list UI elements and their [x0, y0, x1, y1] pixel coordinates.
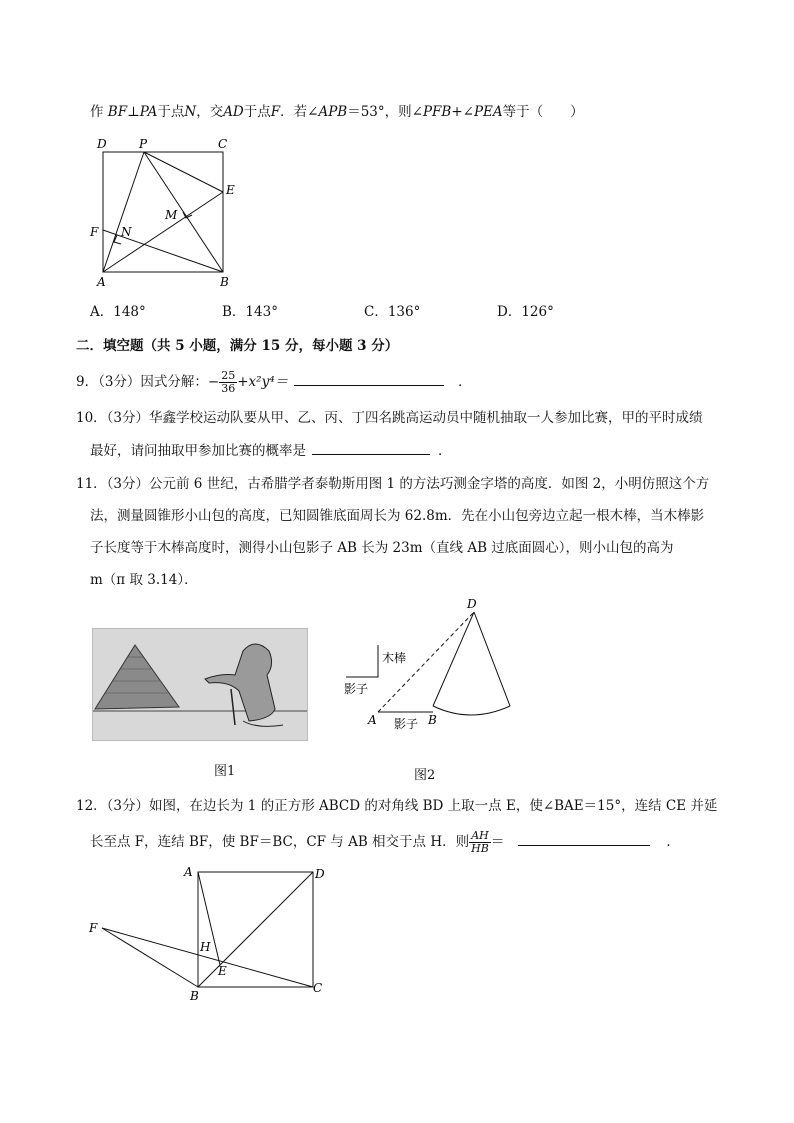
q9	[76, 368, 472, 396]
thales-pyramid-image	[92, 628, 308, 741]
q8-label-A: A	[97, 275, 106, 289]
q8-label-P: P	[139, 137, 148, 151]
q12-fraction-denominator: HB	[471, 842, 489, 855]
q12-figure	[84, 862, 334, 1007]
q12-label-C: C	[313, 981, 323, 995]
fig2-label-shadow2: 影子	[394, 717, 419, 731]
q8-label-D: D	[97, 137, 107, 151]
q12-answer-blank[interactable]	[518, 831, 650, 846]
q8-stem-part: AD	[223, 104, 244, 120]
q8-option-c: C．136°	[364, 304, 421, 320]
q8-figure	[85, 132, 255, 292]
q12-label-B: B	[190, 989, 199, 1003]
q8-label-E: E	[226, 183, 235, 197]
fig2-label-B: B	[428, 713, 437, 727]
q10-line2	[90, 440, 452, 461]
q11-line3: 子长度等于木棒高度时，测得小山包影子 AB 长为 23m（直线 AB 过底面圆心），则小山包的高为	[90, 540, 674, 556]
q8-label-C: C	[218, 137, 228, 151]
q8-option-b: B．143°	[222, 304, 278, 320]
q12-line1: 12．（3分）如图，在边长为 1 的正方形 ABCD 的对角线 BD 上取一点 E，使∠BAE＝15°，连结 CE 并延	[76, 798, 718, 814]
fig2-label-D: D	[467, 597, 477, 611]
figure1-caption: 图1	[214, 764, 236, 779]
q9-fraction-denominator: 36	[221, 382, 236, 395]
fig2-label-shadow1: 影子	[344, 682, 369, 696]
section-heading: 二．填空题（共 5 小题，满分 15 分，每小题 3 分）	[76, 338, 399, 354]
q8-stem-part: PFB	[422, 104, 452, 120]
q9-suffix: +x²y⁴＝	[237, 374, 289, 390]
fig2-label-A: A	[368, 713, 377, 727]
q8-stem-part: F	[270, 104, 281, 120]
q8-option-a: A．148°	[90, 304, 146, 320]
q8-label-F: F	[90, 225, 99, 239]
q12-label-E: E	[218, 964, 227, 978]
q11-figure2	[338, 592, 528, 742]
q10-end: ．	[438, 443, 452, 459]
q11-line2: 法，测量圆锥形小山包的高度，已知圆锥底面周长为 62.8m．先在小山包旁边立起一根木棒，当木棒影	[90, 508, 705, 524]
q12-equals: ＝	[490, 834, 505, 850]
q8-stem-part: APB	[318, 104, 348, 120]
q8-stem-part: +∠	[451, 104, 474, 120]
q8-stem-part: N	[184, 104, 197, 120]
q12-fraction	[469, 830, 491, 855]
q8-label-M: M	[165, 208, 178, 222]
q12-label-D: D	[315, 867, 325, 881]
q10-line1: 10．（3分）华鑫学校运动队要从甲、乙、丙、丁四名跳高运动员中随机抽取一人参加比赛，甲的平时成绩	[76, 410, 703, 426]
q8-option-d: D．126°	[497, 304, 554, 320]
q9-fraction	[219, 370, 237, 395]
q9-answer-blank[interactable]	[294, 371, 444, 386]
q8-stem-part: 于点	[243, 104, 271, 120]
q8-stem-part: BF⊥PA	[107, 104, 158, 120]
q9-end: ．	[458, 374, 472, 390]
q12-end: ．	[666, 834, 680, 850]
fig2-label-stick: 木棒	[382, 651, 407, 665]
figure2-caption: 图2	[414, 768, 436, 783]
q8-label-N: N	[121, 225, 132, 239]
q12-fraction-numerator: AH	[469, 830, 491, 843]
q12-line2-text: 长至点 F，连结 BF，使 BF＝BC，CF 与 AB 相交于点 H．则	[90, 834, 470, 850]
q12-label-F: F	[89, 921, 98, 935]
q12-line2	[90, 828, 680, 856]
q8-stem-part: ＝53°，则∠	[347, 104, 423, 120]
q8-stem-part: ，交	[196, 104, 224, 120]
q8-label-B: B	[220, 275, 229, 289]
q8-stem-part: 于点	[157, 104, 185, 120]
q8-square	[103, 152, 223, 272]
stick-and-shadow	[346, 645, 378, 677]
q8-stem-part: ．若∠	[280, 104, 319, 120]
q11-line1: 11．（3分）公元前 6 世纪，古希腊学者泰勒斯用图 1 的方法巧测金字塔的高度．如图 2，小明仿照这个方	[76, 476, 710, 492]
q10-line2-text: 最好，请问抽取甲参加比赛的概率是	[90, 443, 306, 459]
q12-label-H: H	[200, 940, 211, 954]
q8-stem-part: 等于（ ）	[502, 104, 584, 120]
q12-label-A: A	[184, 865, 193, 879]
q10-answer-blank[interactable]	[312, 440, 430, 455]
q8-stem-part: PEA	[473, 104, 503, 120]
q9-prefix: 9．（3分）因式分解：−	[76, 374, 220, 390]
q9-fraction-numerator: 25	[221, 369, 236, 382]
q8-stem	[90, 102, 584, 122]
q11-line4: m（π 取 3.14）．	[90, 572, 198, 588]
q8-stem-part: 作	[90, 104, 108, 120]
